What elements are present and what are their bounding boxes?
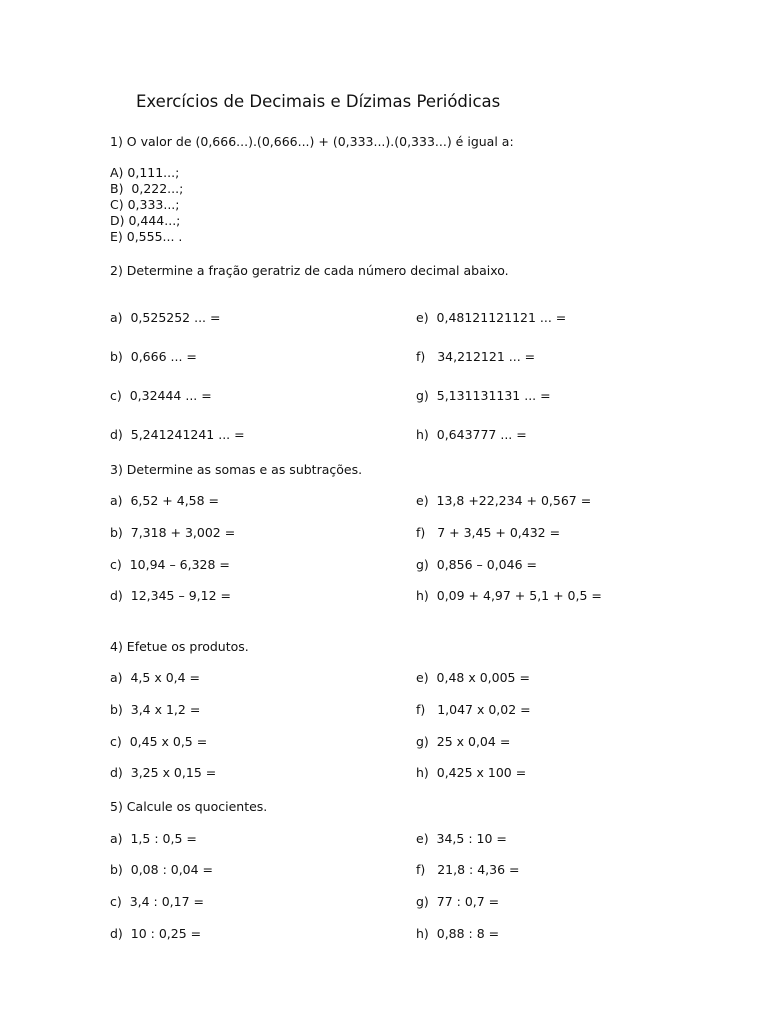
question-4-item-g: g) 25 x 0,04 = <box>416 734 511 749</box>
question-4-statement: 4) Efetue os produtos. <box>110 639 249 654</box>
question-4-item-d: d) 3,25 x 0,15 = <box>110 765 217 780</box>
question-5-statement: 5) Calcule os quocientes. <box>110 799 268 814</box>
question-1-statement: 1) O valor de (0,666...).(0,666...) + (0,333...).(0,333...) é igual a: <box>110 134 514 149</box>
question-5-item-c: c) 3,4 : 0,17 = <box>110 894 205 909</box>
question-2-item-h: h) 0,643777 ... = <box>416 427 527 442</box>
question-1-option-a: A) 0,111...; <box>110 165 180 180</box>
question-3-item-b: b) 7,318 + 3,002 = <box>110 525 236 540</box>
question-2-item-d: d) 5,241241241 ... = <box>110 427 245 442</box>
question-5-item-h: h) 0,88 : 8 = <box>416 926 500 941</box>
question-4-item-f: f) 1,047 x 0,02 = <box>416 702 531 717</box>
question-5-item-a: a) 1,5 : 0,5 = <box>110 831 197 846</box>
question-3-item-e: e) 13,8 +22,234 + 0,567 = <box>416 493 592 508</box>
question-5-item-d: d) 10 : 0,25 = <box>110 926 202 941</box>
page-title: Exercícios de Decimais e Dízimas Periódicas <box>136 92 501 111</box>
question-3-item-d: d) 12,345 – 9,12 = <box>110 588 231 603</box>
question-2-statement: 2) Determine a fração geratriz de cada número decimal abaixo. <box>110 263 509 278</box>
question-3-item-h: h) 0,09 + 4,97 + 5,1 + 0,5 = <box>416 588 602 603</box>
question-2-item-b: b) 0,666 ... = <box>110 349 197 364</box>
question-4-item-c: c) 0,45 x 0,5 = <box>110 734 208 749</box>
question-5-item-e: e) 34,5 : 10 = <box>416 831 507 846</box>
question-2-item-a: a) 0,525252 ... = <box>110 310 221 325</box>
question-2-item-e: e) 0,48121121121 ... = <box>416 310 567 325</box>
question-4-item-e: e) 0,48 x 0,005 = <box>416 670 530 685</box>
question-1-option-b: B) 0,222...; <box>110 181 184 196</box>
question-1-option-d: D) 0,444...; <box>110 213 181 228</box>
question-3-item-g: g) 0,856 – 0,046 = <box>416 557 537 572</box>
question-2-item-f: f) 34,212121 ... = <box>416 349 536 364</box>
question-4-item-b: b) 3,4 x 1,2 = <box>110 702 201 717</box>
question-5-item-f: f) 21,8 : 4,36 = <box>416 862 520 877</box>
question-4-item-a: a) 4,5 x 0,4 = <box>110 670 201 685</box>
question-1-option-c: C) 0,333...; <box>110 197 180 212</box>
question-4-item-h: h) 0,425 x 100 = <box>416 765 527 780</box>
question-3-statement: 3) Determine as somas e as subtrações. <box>110 462 363 477</box>
question-3-item-a: a) 6,52 + 4,58 = <box>110 493 220 508</box>
question-3-item-c: c) 10,94 – 6,328 = <box>110 557 230 572</box>
question-5-item-g: g) 77 : 0,7 = <box>416 894 500 909</box>
question-2-item-g: g) 5,131131131 ... = <box>416 388 551 403</box>
question-3-item-f: f) 7 + 3,45 + 0,432 = <box>416 525 561 540</box>
question-5-item-b: b) 0,08 : 0,04 = <box>110 862 214 877</box>
question-2-item-c: c) 0,32444 ... = <box>110 388 212 403</box>
question-1-option-e: E) 0,555... . <box>110 229 183 244</box>
